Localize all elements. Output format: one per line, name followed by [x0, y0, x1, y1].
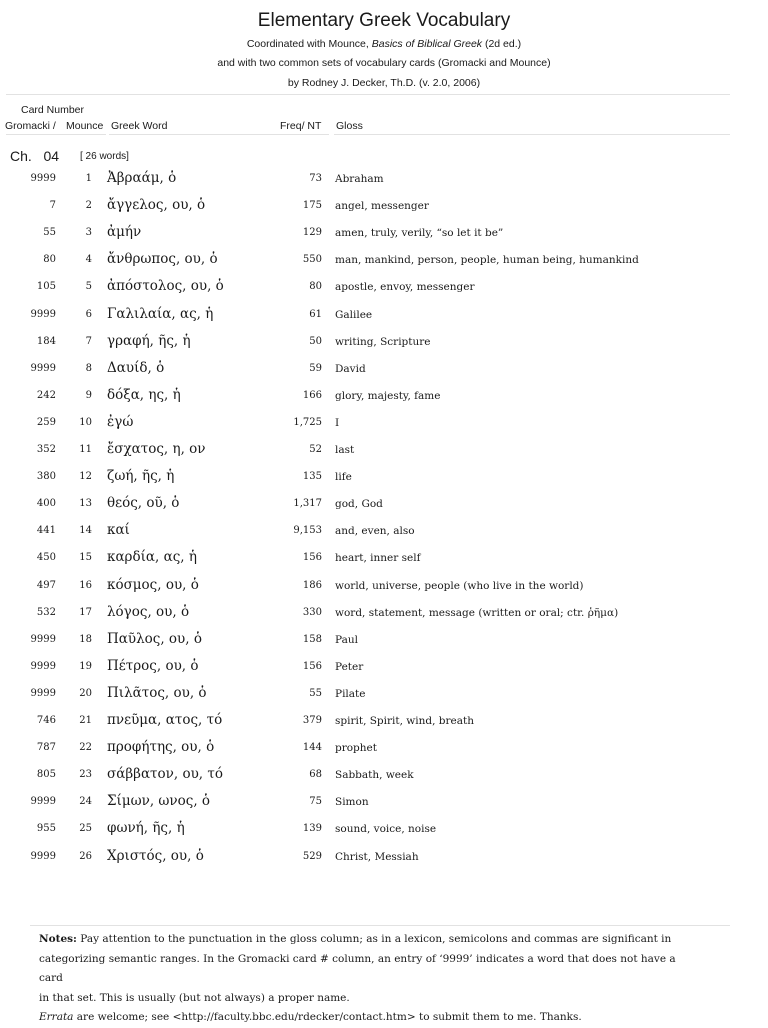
mounce-number: 21	[79, 715, 92, 726]
gromacki-number: 80	[43, 254, 56, 266]
table-row	[0, 468, 768, 495]
greek-word: Πιλᾶτος, ου, ὁ	[107, 684, 207, 701]
subtitle-edition: (2d ed.)	[484, 38, 522, 50]
table-row	[0, 712, 768, 739]
table-row	[0, 333, 768, 360]
greek-word: σάββατον, ου, τό	[107, 766, 223, 783]
errata-text: are welcome; see <http://faculty.bbc.edu/rdecker/contact.htm> to submit them to me. Thanks.	[76, 1011, 582, 1023]
author-line: by Rodney J. Decker, Th.D. (v. 2.0, 2006)	[287, 77, 481, 89]
mounce-number: 19	[79, 660, 92, 672]
mounce-number: 9	[85, 389, 92, 401]
gloss: god, God	[335, 498, 383, 511]
gloss: last	[335, 444, 355, 456]
greek-word: Χριστός, ου, ὁ	[107, 847, 204, 864]
nt-frequency: 144	[302, 742, 322, 754]
table-row	[0, 631, 768, 658]
mounce-number: 16	[79, 579, 92, 591]
table-row	[0, 278, 768, 305]
subtitle-mounce	[0, 38, 768, 50]
table-row	[0, 820, 768, 847]
table-row	[0, 224, 768, 251]
mounce-number: 12	[79, 471, 92, 483]
greek-word: Παῦλος, ου, ὁ	[107, 630, 202, 647]
gloss: writing, Scripture	[335, 335, 431, 348]
gromacki-number: 9999	[30, 362, 56, 374]
gloss: angel, messenger	[335, 200, 429, 213]
notes-line-3: in that set. This is usually (but not always) a proper name.	[39, 991, 350, 1004]
gromacki-number: 400	[36, 498, 56, 510]
table-row	[0, 360, 768, 387]
book-title: Basics of Biblical Greek	[371, 38, 483, 50]
nt-frequency: 550	[302, 254, 322, 266]
gloss: Pilate	[335, 687, 366, 700]
greek-word: Ἀβραάμ, ὁ	[107, 170, 177, 186]
mounce-number: 15	[79, 552, 92, 564]
notes-text-1: Pay attention to the punctuation in the gloss column; as in a lexicon, semicolons and commas are significant in	[80, 933, 672, 945]
nt-frequency: 158	[302, 633, 322, 645]
gloss: world, universe, people (who live in the world)	[335, 579, 584, 592]
gromacki-number: 259	[36, 416, 56, 428]
gloss: I	[335, 416, 340, 429]
table-row	[0, 848, 768, 875]
nt-frequency: 75	[309, 796, 322, 808]
gloss: apostle, envoy, messenger	[335, 281, 475, 294]
gromacki-number: 450	[36, 552, 56, 564]
gromacki-number: 955	[36, 823, 56, 835]
greek-word: καί	[107, 522, 130, 539]
mounce-number: 14	[79, 525, 92, 537]
nt-frequency: 156	[302, 660, 322, 672]
col-card-number: Card Number	[21, 104, 85, 116]
mounce-number: 4	[85, 254, 92, 266]
header-divider	[6, 94, 730, 95]
col-gromacki: Gromacki /	[5, 120, 56, 132]
nt-frequency: 1,725	[293, 416, 322, 428]
notes-section	[39, 930, 689, 1028]
mounce-number: 3	[85, 227, 92, 239]
gromacki-number: 9999	[30, 173, 56, 184]
nt-frequency: 50	[309, 335, 322, 347]
col-gloss: Gloss	[336, 120, 363, 132]
gromacki-number: 9999	[30, 796, 56, 808]
chapter-label: Ch.	[10, 148, 32, 164]
table-row	[0, 306, 768, 333]
gromacki-number: 9999	[30, 660, 56, 672]
nt-frequency: 80	[309, 281, 322, 293]
mounce-number: 24	[79, 796, 92, 808]
mounce-number: 18	[79, 633, 92, 645]
table-row	[0, 197, 768, 224]
greek-word: φωνή, ῆς, ἡ	[107, 820, 185, 837]
greek-word: δόξα, ης, ἡ	[107, 386, 181, 403]
gloss: sound, voice, noise	[335, 823, 437, 836]
table-row	[0, 766, 768, 793]
subtitle-cards: and with two common sets of vocabulary cards (Gromacki and Mounce)	[217, 57, 551, 69]
mounce-number: 7	[85, 335, 92, 347]
table-row	[0, 793, 768, 820]
gloss: Simon	[335, 796, 369, 809]
table-row	[0, 549, 768, 576]
greek-word: κόσμος, ου, ὁ	[107, 576, 199, 593]
greek-word: προφήτης, ου, ὁ	[107, 739, 215, 756]
gromacki-number: 497	[36, 579, 56, 591]
gloss: Galilee	[335, 308, 373, 321]
notes-label: Notes:	[39, 933, 77, 945]
mounce-number: 10	[79, 416, 92, 428]
gromacki-number: 242	[36, 389, 56, 401]
chapter-word-count: [ 26 words]	[80, 151, 129, 162]
gloss: man, mankind, person, people, human being, humankind	[335, 254, 639, 267]
greek-word: ἄγγελος, ου, ὁ	[107, 197, 206, 214]
greek-word: ἔσχατος, η, ον	[107, 441, 206, 457]
nt-frequency: 68	[309, 769, 322, 781]
gromacki-number: 9999	[30, 633, 56, 645]
nt-frequency: 330	[302, 606, 322, 618]
nt-frequency: 73	[309, 173, 322, 184]
table-row	[0, 739, 768, 766]
gloss: glory, majesty, fame	[335, 389, 441, 402]
mounce-number: 13	[79, 498, 92, 510]
gloss: prophet	[335, 742, 377, 755]
mounce-number: 5	[85, 281, 92, 293]
greek-word: Πέτρος, ου, ὁ	[107, 657, 199, 674]
gromacki-number: 184	[36, 335, 56, 347]
chapter-heading	[10, 148, 59, 164]
greek-word: Γαλιλαία, ας, ἡ	[107, 305, 214, 322]
mounce-number: 23	[79, 769, 92, 781]
gromacki-number: 380	[36, 471, 56, 483]
table-row	[0, 604, 768, 631]
col-underline-card	[6, 134, 106, 135]
gromacki-number: 532	[36, 606, 56, 618]
nt-frequency: 59	[309, 362, 322, 374]
greek-word: πνεῦμα, ατος, τό	[107, 712, 223, 728]
col-underline-word	[109, 134, 329, 135]
table-row	[0, 495, 768, 522]
table-row	[0, 522, 768, 549]
mounce-number: 17	[79, 606, 92, 618]
greek-word: ἐγώ	[107, 413, 134, 430]
mounce-number: 1	[85, 173, 92, 184]
notes-line-4	[39, 1008, 689, 1028]
mounce-number: 26	[79, 850, 92, 862]
gromacki-number: 9999	[30, 850, 56, 862]
gloss: life	[335, 471, 352, 484]
nt-frequency: 156	[302, 552, 322, 564]
greek-word: γραφή, ῆς, ἡ	[107, 332, 191, 349]
mounce-number: 6	[85, 308, 92, 320]
mounce-number: 25	[79, 823, 92, 835]
greek-word: Δαυίδ, ὁ	[107, 359, 165, 376]
gloss: Peter	[335, 660, 364, 673]
gromacki-number: 441	[36, 525, 56, 537]
gloss: Abraham	[335, 173, 384, 185]
nt-frequency: 166	[302, 389, 322, 401]
col-mounce: Mounce	[66, 120, 104, 132]
notes-line-1	[39, 930, 689, 950]
gloss: David	[335, 362, 366, 375]
nt-frequency: 55	[309, 687, 322, 699]
gloss: amen, truly, verily, “so let it be”	[335, 227, 504, 240]
page-title: Elementary Greek Vocabulary	[257, 10, 511, 31]
table-row	[0, 441, 768, 468]
greek-word: ζωή, ῆς, ἡ	[107, 468, 175, 485]
mounce-number: 22	[79, 742, 92, 754]
nt-frequency: 139	[302, 823, 322, 835]
greek-word: Σίμων, ωνος, ὁ	[107, 793, 211, 810]
table-row	[0, 685, 768, 712]
table-row	[0, 251, 768, 278]
gloss: word, statement, message (written or oral; ctr. ῥῆμα)	[335, 606, 619, 619]
greek-word: θεός, οῦ, ὁ	[107, 495, 180, 512]
gromacki-number: 352	[36, 444, 56, 455]
greek-word: ἀμήν	[107, 224, 142, 241]
table-row	[0, 577, 768, 604]
gromacki-number: 746	[36, 715, 56, 726]
gloss: Christ, Messiah	[335, 850, 419, 863]
nt-frequency: 186	[302, 579, 322, 591]
nt-frequency: 61	[309, 308, 322, 320]
greek-word: ἀπόστολος, ου, ὁ	[107, 278, 224, 295]
table-row	[0, 170, 768, 197]
chapter-number: 04	[43, 148, 60, 164]
gromacki-number: 9999	[30, 308, 56, 320]
gloss: Paul	[335, 633, 358, 646]
errata-label: Errata	[39, 1011, 74, 1023]
nt-frequency: 129	[302, 227, 322, 239]
nt-frequency: 379	[302, 715, 322, 726]
greek-word: καρδία, ας, ἡ	[107, 549, 197, 566]
greek-word: λόγος, ου, ὁ	[107, 603, 190, 620]
notes-line-2: categorizing semantic ranges. In the Gromacki card # column, an entry of ‘9999’ indicates a word that does not have a card	[39, 952, 676, 984]
subtitle-pre: Coordinated with Mounce,	[246, 38, 369, 50]
mounce-number: 8	[85, 362, 92, 374]
gloss: Sabbath, week	[335, 769, 414, 782]
gromacki-number: 805	[36, 769, 56, 781]
nt-frequency: 175	[302, 200, 322, 212]
nt-frequency: 135	[302, 471, 322, 483]
nt-frequency: 9,153	[293, 525, 322, 537]
gromacki-number: 9999	[30, 687, 56, 699]
gloss: spirit, Spirit, wind, breath	[335, 715, 474, 727]
gromacki-number: 7	[49, 200, 56, 212]
gromacki-number: 105	[36, 281, 56, 293]
col-underline-gloss	[334, 134, 730, 135]
mounce-number: 11	[79, 444, 92, 455]
gloss: and, even, also	[335, 525, 415, 538]
gromacki-number: 55	[43, 227, 56, 239]
col-greek-word: Greek Word	[111, 120, 168, 132]
mounce-number: 2	[85, 200, 92, 212]
nt-frequency: 1,317	[293, 498, 322, 510]
nt-frequency: 529	[302, 850, 322, 862]
gromacki-number: 787	[36, 742, 56, 754]
col-freq: Freq/ NT	[280, 120, 322, 132]
nt-frequency: 52	[309, 444, 322, 455]
table-row	[0, 414, 768, 441]
notes-divider	[30, 925, 730, 926]
mounce-number: 20	[79, 687, 92, 699]
table-row	[0, 387, 768, 414]
table-row	[0, 658, 768, 685]
gloss: heart, inner self	[335, 552, 421, 565]
greek-word: ἄνθρωπος, ου, ὁ	[107, 251, 218, 268]
